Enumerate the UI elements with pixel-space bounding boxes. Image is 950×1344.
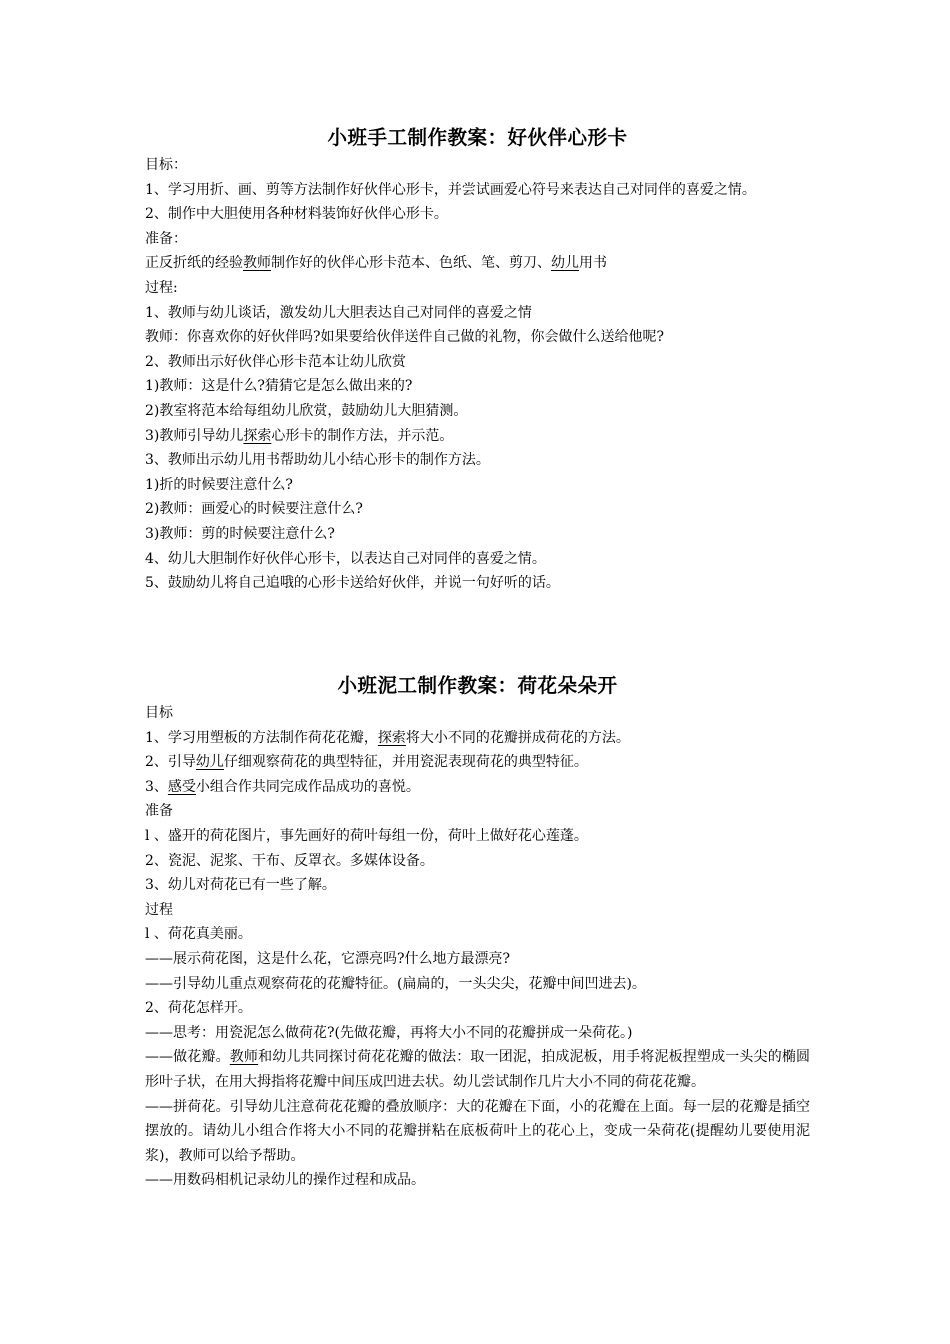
underlined-link-word[interactable]: 感受 <box>167 778 196 795</box>
goal-item: 2、制作中大胆使用各种材料装饰好伙伴心形卡。 <box>145 206 448 223</box>
underlined-link-word[interactable]: 幼儿 <box>195 754 224 771</box>
process-line: 1)教师：这是什么?猜猜它是怎么做出来的? <box>145 378 413 395</box>
text-span: 和幼儿共同探讨荷花花瓣的做法：取一团泥，拍成泥板，用手将泥板捏塑成一头尖的椭圆形叶子状，在用大拇指将花瓣中间压成凹进去状。幼儿尝试制作几片大小不同的荷花花瓣。 <box>145 1049 811 1090</box>
text-span: 3、 <box>145 778 168 795</box>
process-line: ——思考：用瓷泥怎么做荷花?(先做花瓣，再将大小不同的花瓣拼成一朵荷花。) <box>145 1024 633 1041</box>
heading-preparation: 准备 <box>145 803 173 820</box>
process-step: 1、教师与幼儿谈话，激发幼儿大胆表达自己对同伴的喜爱之情 <box>145 304 532 321</box>
text-span: 3)教师引导幼儿 <box>145 427 244 444</box>
underlined-link-word[interactable]: 探索 <box>377 729 406 746</box>
text-span: 用书 <box>579 255 607 272</box>
preparation-item: l 、盛开的荷花图片，事先画好的荷叶每组一份，荷叶上做好花心莲蓬。 <box>145 827 588 844</box>
process-line <box>145 424 810 449</box>
process-paragraph <box>145 1045 810 1094</box>
goal-item <box>145 726 810 751</box>
text-span: ——做花瓣。 <box>145 1049 230 1066</box>
process-step: 3、教师出示幼儿用书帮助幼儿小结心形卡的制作方法。 <box>145 452 490 469</box>
text-span: 仔细观察荷花的典型特征，并用瓷泥表现荷花的典型特征。 <box>223 754 588 771</box>
heading-preparation: 准备： <box>145 230 187 247</box>
process-line: 1)折的时候要注意什么? <box>145 476 293 493</box>
process-step: l 、荷花真美丽。 <box>145 926 252 943</box>
process-line: ——展示荷花图，这是什么花，它漂亮吗?什么地方最漂亮? <box>145 950 511 967</box>
process-step: 5、鼓励幼儿将自己追哦的心形卡送给好伙伴，并说一句好听的话。 <box>145 575 560 592</box>
process-paragraph: ——拼荷花。引导幼儿注意荷花花瓣的叠放顺序：大的花瓣在下面，小的花瓣在上面。每一层的花瓣是插空摆放的。请幼儿小组合作将大小不同的花瓣拼粘在底板荷叶上的花心上，变成一朵荷花(提醒幼儿要使用泥浆)，教师可以给予帮助。 <box>145 1098 810 1164</box>
process-line: 2)教师：画爱心的时候要注意什么? <box>145 501 363 518</box>
process-line: ——用数码相机记录幼儿的操作过程和成品。 <box>145 1172 425 1189</box>
lesson-title: 小班泥工制作教案：荷花朵朵开 <box>337 674 618 697</box>
heading-process: 过程 <box>145 901 173 918</box>
preparation-item: 3、幼儿对荷花已有一些了解。 <box>145 877 336 894</box>
lesson-plan-heart-card <box>145 125 810 596</box>
process-line: 教师：你喜欢你的好伙伴吗?如果要给伙伴送件自己做的礼物，你会做什么送给他呢? <box>145 329 665 346</box>
preparation-item: 2、瓷泥、泥浆、干布、反罩衣。多媒体设备。 <box>145 852 434 869</box>
text-span: 心形卡的制作方法，并示范。 <box>271 427 454 444</box>
heading-goals: 目标： <box>145 157 187 173</box>
lesson-plan-lotus-clay <box>145 673 810 1193</box>
process-line: ——引导幼儿重点观察荷花的花瓣特征。(扁扁的，一头尖尖，花瓣中间凹进去)。 <box>145 975 646 992</box>
text-span: 1、学习用塑板的方法制作荷花花瓣， <box>145 729 378 746</box>
goal-item <box>145 775 810 800</box>
text-span: 2、引导 <box>145 754 196 771</box>
process-step: 2、教师出示好伙伴心形卡范本让幼儿欣赏 <box>145 353 406 370</box>
text-span: 正反折纸的经验 <box>145 255 243 272</box>
goal-item <box>145 750 810 775</box>
process-step: 2、荷花怎样开。 <box>145 1000 252 1017</box>
text-span: 小组合作共同完成作品成功的喜悦。 <box>195 778 420 795</box>
text-span: 将大小不同的花瓣拼成荷花的方法。 <box>405 729 630 746</box>
text-span: 制作好的伙伴心形卡范本、色纸、笔、剪刀、 <box>271 255 551 272</box>
underlined-link-word[interactable]: 探索 <box>243 427 272 444</box>
underlined-link-word[interactable]: 教师 <box>229 1049 259 1066</box>
underlined-link-word[interactable]: 教师 <box>243 255 271 272</box>
goal-item: 1、学习用折、画、剪等方法制作好伙伴心形卡，并尝试画爱心符号来表达自己对同伴的喜爱之情。 <box>145 181 756 198</box>
process-line: 3)教师：剪的时候要注意什么? <box>145 525 335 542</box>
lesson-title: 小班手工制作教案：好伙伴心形卡 <box>327 126 628 149</box>
preparation-item <box>145 251 810 276</box>
heading-goals: 目标 <box>145 705 173 721</box>
underlined-link-word[interactable]: 幼儿 <box>551 255 579 272</box>
process-step: 4、幼儿大胆制作好伙伴心形卡，以表达自己对同伴的喜爱之情。 <box>145 550 546 567</box>
heading-process: 过程: <box>145 279 178 296</box>
process-line: 2)教室将范本给每组幼儿欣赏，鼓励幼儿大胆猜测。 <box>145 402 468 419</box>
